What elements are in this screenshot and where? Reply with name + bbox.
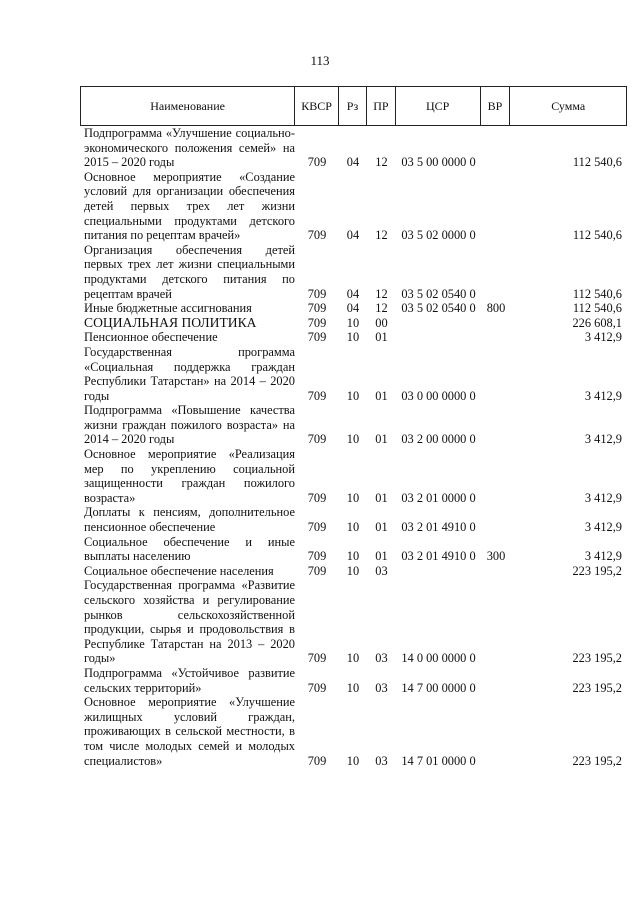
row-vr [481,695,511,768]
row-rz: 04 [346,286,360,301]
row-csr: 14 7 00 0000 0 [401,680,476,695]
table-row [80,243,627,301]
header-pr: ПР [367,87,396,125]
row-sum: 226 608,1 [572,315,622,330]
row-pr: 12 [375,301,388,316]
row-sum: 3 412,9 [584,432,622,447]
page-number: 113 [310,53,330,68]
row-sum: 112 540,6 [572,228,622,243]
table-row [80,578,627,666]
row-rz: 10 [346,549,360,564]
row-rz: 10 [346,520,360,535]
row-vr [481,564,511,579]
header-csr: ЦСР [396,87,481,125]
row-sum: 223 195,2 [572,753,622,768]
row-vr [481,505,511,534]
row-pr: 12 [375,228,388,243]
table-row [80,330,627,345]
row-csr: 03 5 00 0000 0 [401,155,476,170]
row-vr [481,403,511,447]
header-rz: Рз [339,87,367,125]
row-rz: 04 [346,155,360,170]
row-pr: 12 [375,286,388,301]
row-vr: 300 [486,549,506,564]
row-pr: 01 [375,520,388,535]
table-row [80,403,627,447]
row-csr: 03 5 02 0000 0 [401,228,476,243]
row-kvsr: 709 [307,549,327,564]
row-name: Основное мероприятие «Реализация мер по укреплению социальной защищенности граждан пожилого возраста» [84,447,295,505]
row-name: Государственная программа «Социальная поддержка граждан Республики Татарстан» на 2014 – 2020 годы [84,344,295,403]
row-rz: 10 [346,680,360,695]
header-vr: ВР [481,87,511,125]
table-row [80,170,627,243]
row-vr [481,126,511,170]
row-name: Организация обеспечения детей первых трех лет жизни специальными продуктами детского питания по рецептам врачей [84,242,295,301]
row-csr: 03 0 00 0000 0 [401,388,476,403]
table-row [80,564,627,579]
row-sum: 3 412,9 [584,549,622,564]
row-csr: 03 5 02 0540 0 [401,286,476,301]
row-name: Социальное обеспечение и иные выплаты населению [84,534,295,564]
table-row [80,505,627,534]
row-name: Основное мероприятие «Улучшение жилищных условий граждан, проживающих в сельской местности, в том числе молодых семей и молодых специалистов» [84,695,295,768]
row-kvsr: 709 [307,388,327,403]
row-rz: 10 [346,490,360,505]
row-rz: 10 [346,388,360,403]
row-name: Подпрограмма «Повышение качества жизни граждан пожилого возраста» на 2014 – 2020 годы [84,403,295,447]
row-vr [481,243,511,301]
header-name: Наименование [81,87,295,125]
row-pr: 03 [375,651,388,666]
row-csr: 03 5 02 0540 0 [401,301,476,316]
row-sum: 223 195,2 [572,563,622,578]
table-header [80,86,627,126]
row-name: Основное мероприятие «Создание условий для организации обеспечения детей первых трех лет жизни специальными продуктами детского питания по рецептам врачей» [84,169,295,243]
row-kvsr: 709 [307,315,327,330]
row-pr: 01 [375,549,388,564]
table-row [80,535,627,564]
row-csr: 03 2 01 0000 0 [401,490,476,505]
row-sum: 3 412,9 [584,490,622,505]
row-sum: 112 540,6 [572,155,622,170]
row-rz: 04 [346,228,360,243]
row-csr [396,316,481,331]
row-sum: 223 195,2 [572,680,622,695]
row-rz: 10 [346,315,360,330]
row-kvsr: 709 [307,520,327,535]
row-pr: 03 [375,563,388,578]
table-row [80,345,627,403]
row-csr: 03 2 01 4910 0 [401,520,476,535]
row-vr [481,578,511,666]
row-pr: 01 [375,432,388,447]
header-kvsr: КВСР [295,87,339,125]
row-kvsr: 709 [307,228,327,243]
table-row [80,126,627,170]
table-row [80,695,627,768]
row-vr [481,330,511,345]
row-csr: 14 7 01 0000 0 [401,753,476,768]
row-pr: 01 [375,490,388,505]
table-row [80,316,627,331]
row-name: Иные бюджетные ассигнования [84,301,252,316]
row-kvsr: 709 [307,432,327,447]
row-pr: 01 [375,388,388,403]
row-vr [481,666,511,695]
row-vr [481,345,511,403]
row-name: Подпрограмма «Улучшение социально-экономического положения семей» на 2015 – 2020 годы [84,126,295,170]
row-kvsr: 709 [307,330,327,345]
row-sum: 112 540,6 [572,286,622,301]
row-name: Подпрограмма «Устойчивое развитие сельских территорий» [84,665,295,695]
row-kvsr: 709 [307,651,327,666]
row-name: Социальное обеспечение населения [84,563,274,578]
row-csr [396,564,481,579]
row-csr: 14 0 00 0000 0 [401,651,476,666]
row-vr [481,316,511,331]
row-sum: 3 412,9 [584,388,622,403]
row-name: Пенсионное обеспечение [84,330,218,345]
row-pr: 00 [375,315,388,330]
row-rz: 10 [346,753,360,768]
row-csr: 03 2 00 0000 0 [401,432,476,447]
row-kvsr: 709 [307,680,327,695]
table-body [80,126,627,768]
row-kvsr: 709 [307,286,327,301]
table-row [80,447,627,505]
header-sum: Сумма [551,98,586,113]
row-rz: 10 [346,330,360,345]
row-sum: 223 195,2 [572,651,622,666]
row-rz: 10 [346,432,360,447]
row-vr [481,170,511,243]
row-rz: 04 [346,301,360,316]
row-vr: 800 [486,301,506,316]
row-pr: 03 [375,753,388,768]
row-kvsr: 709 [307,753,327,768]
row-pr: 12 [375,155,388,170]
row-name: СОЦИАЛЬНАЯ ПОЛИТИКА [84,314,257,330]
row-pr: 01 [375,330,388,345]
table-row [80,666,627,695]
row-csr [396,330,481,345]
row-name: Государственная программа «Развитие сельского хозяйства и регулирование рынков сельскохозяйственной продукции, сырья и продовольствия в Республике Татарстан на 2013 – 2020 годы» [84,578,295,666]
row-sum: 3 412,9 [584,520,622,535]
row-rz: 10 [346,563,360,578]
row-kvsr: 709 [307,563,327,578]
row-vr [481,447,511,505]
row-kvsr: 709 [307,155,327,170]
row-rz: 10 [346,651,360,666]
table-row [80,301,627,316]
row-name: Доплаты к пенсиям, дополнительное пенсионное обеспечение [84,505,295,535]
row-sum: 3 412,9 [584,330,622,345]
row-sum: 112 540,6 [572,301,622,316]
row-pr: 03 [375,680,388,695]
row-kvsr: 709 [307,490,327,505]
row-csr: 03 2 01 4910 0 [401,549,476,564]
row-kvsr: 709 [307,301,327,316]
